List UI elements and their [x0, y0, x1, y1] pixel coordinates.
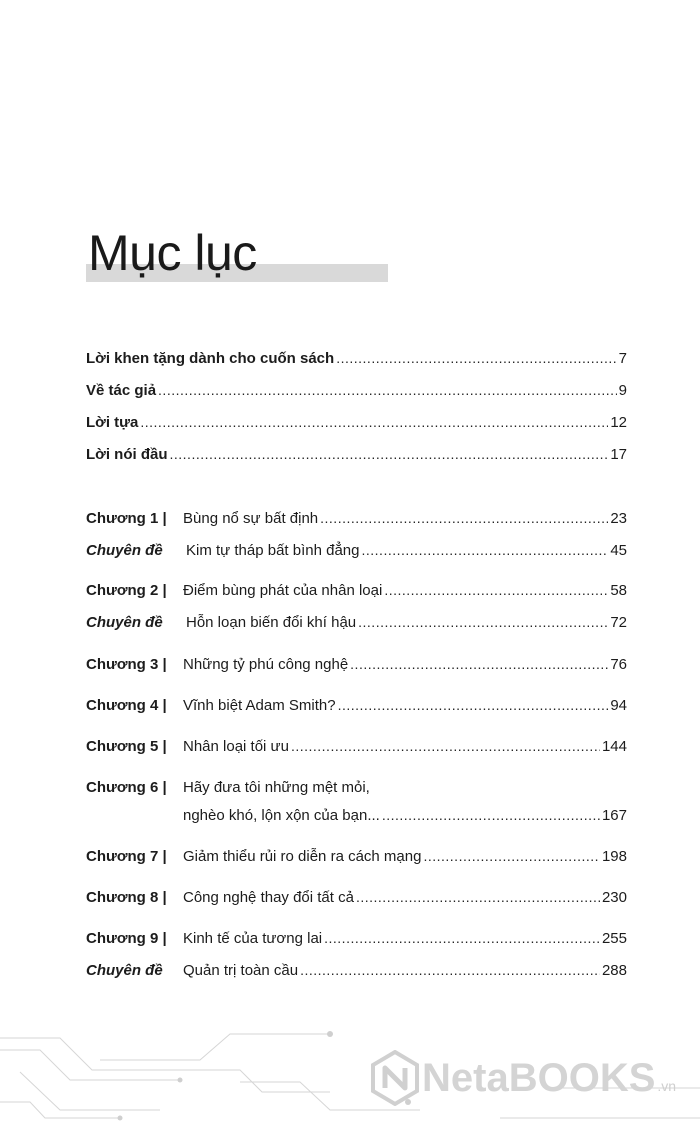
toc-entry-chapter-1[interactable] [86, 507, 627, 529]
page-title: Mục lục [88, 225, 257, 281]
toc-entry-label: Về tác giả [86, 382, 157, 399]
chapter-page: 230 [601, 889, 627, 906]
toc-entry-chapter-6[interactable] [86, 777, 627, 799]
chapter-label: Chương 6 | [86, 779, 167, 796]
topic-label: Chuyên đề [86, 542, 163, 559]
chapter-title: Kinh tế của tương lai [183, 930, 323, 947]
toc-entry-chapter-8[interactable] [86, 886, 627, 908]
chapter-title: Vĩnh biệt Adam Smith? [183, 697, 336, 714]
chapter-page: 45 [610, 542, 627, 559]
dot-leader [350, 653, 608, 675]
toc-entry-label: Lời tựa [86, 414, 139, 431]
chapter-page: 58 [610, 582, 627, 599]
chapter-page: 94 [610, 697, 627, 714]
toc-entry-praise[interactable] [86, 347, 627, 369]
dot-leader [362, 539, 609, 561]
dot-leader [291, 735, 600, 757]
dot-leader [384, 579, 608, 601]
chapter-title: Hỗn loạn biến đổi khí hậu [186, 614, 357, 631]
chapter-label: Chương 8 | [86, 889, 167, 906]
toc-entry-chapter-6-cont[interactable] [86, 804, 627, 826]
netabooks-watermark [370, 1048, 676, 1108]
chapter-page: 72 [610, 614, 627, 631]
chapter-page: 288 [601, 962, 627, 979]
chapter-page: 167 [601, 807, 627, 824]
chapter-page: 23 [610, 510, 627, 527]
chapter-title: Quản trị toàn cầu [183, 962, 299, 979]
chapter-title: Bùng nổ sự bất định [183, 510, 319, 527]
chapter-label: Chương 7 | [86, 848, 167, 865]
chapter-title: Giảm thiểu rủi ro diễn ra cách mạng [183, 848, 422, 865]
toc-entry-foreword[interactable] [86, 411, 627, 433]
dot-leader [336, 347, 616, 369]
chapter-label: Chương 5 | [86, 738, 167, 755]
chapter-label: Chương 4 | [86, 697, 167, 714]
toc-entry-topic-1[interactable] [86, 539, 627, 561]
chapter-title: Hãy đưa tôi những mệt mỏi, [183, 779, 370, 796]
chapter-label: Chương 2 | [86, 582, 167, 599]
chapter-page: 255 [601, 930, 627, 947]
dot-leader [356, 886, 600, 908]
chapter-title: Công nghệ thay đổi tất cả [183, 889, 354, 906]
toc-entry-chapter-9[interactable] [86, 927, 627, 949]
dot-leader [170, 443, 609, 465]
topic-label: Chuyên đề [86, 614, 163, 631]
dot-leader [358, 611, 608, 633]
chapter-title: Những tỷ phú công nghệ [183, 656, 349, 673]
chapter-title-continued: nghèo khó, lộn xộn của bạn... [183, 807, 380, 824]
chapter-title: Kim tự tháp bất bình đẳng [186, 542, 360, 559]
toc-entry-chapter-2[interactable] [86, 579, 627, 601]
toc-entry-chapter-7[interactable] [86, 845, 627, 867]
toc-entry-preface[interactable] [86, 443, 627, 465]
chapter-label: Chương 1 | [86, 510, 167, 527]
chapter-label: Chương 9 | [86, 930, 167, 947]
toc-entry-chapter-5[interactable] [86, 735, 627, 757]
dot-leader [423, 845, 600, 867]
dot-leader [158, 379, 617, 401]
toc-entry-topic-2[interactable] [86, 611, 627, 633]
toc-entry-label: Lời khen tặng dành cho cuốn sách [86, 350, 335, 367]
chapter-page: 76 [610, 656, 627, 673]
toc-entry-label: Lời nói đầu [86, 446, 168, 463]
toc-entry-topic-3[interactable] [86, 959, 627, 981]
toc-entry-chapter-4[interactable] [86, 694, 627, 716]
toc-title-block [86, 222, 388, 284]
dot-leader [324, 927, 600, 949]
topic-label: Chuyên đề [86, 962, 163, 979]
toc-entry-page: 7 [618, 350, 627, 367]
toc-entry-chapter-3[interactable] [86, 653, 627, 675]
dot-leader [382, 804, 600, 826]
toc-entry-page: 12 [610, 414, 627, 431]
netabooks-logo-icon [370, 1050, 420, 1106]
toc-entry-page: 9 [618, 382, 627, 399]
dot-leader [140, 411, 608, 433]
chapter-title: Điểm bùng phát của nhân loại [183, 582, 383, 599]
toc-entry-page: 17 [610, 446, 627, 463]
toc-entry-about-author[interactable] [86, 379, 627, 401]
chapter-title: Nhân loại tối ưu [183, 738, 289, 755]
chapter-page: 198 [601, 848, 627, 865]
dot-leader [338, 694, 609, 716]
watermark-brand: NetaBOOKS [422, 1055, 656, 1100]
dot-leader [320, 507, 608, 529]
chapter-label: Chương 3 | [86, 656, 167, 673]
chapter-page: 144 [601, 738, 627, 755]
dot-leader [300, 959, 600, 981]
watermark-suffix: .vn [657, 1078, 677, 1094]
